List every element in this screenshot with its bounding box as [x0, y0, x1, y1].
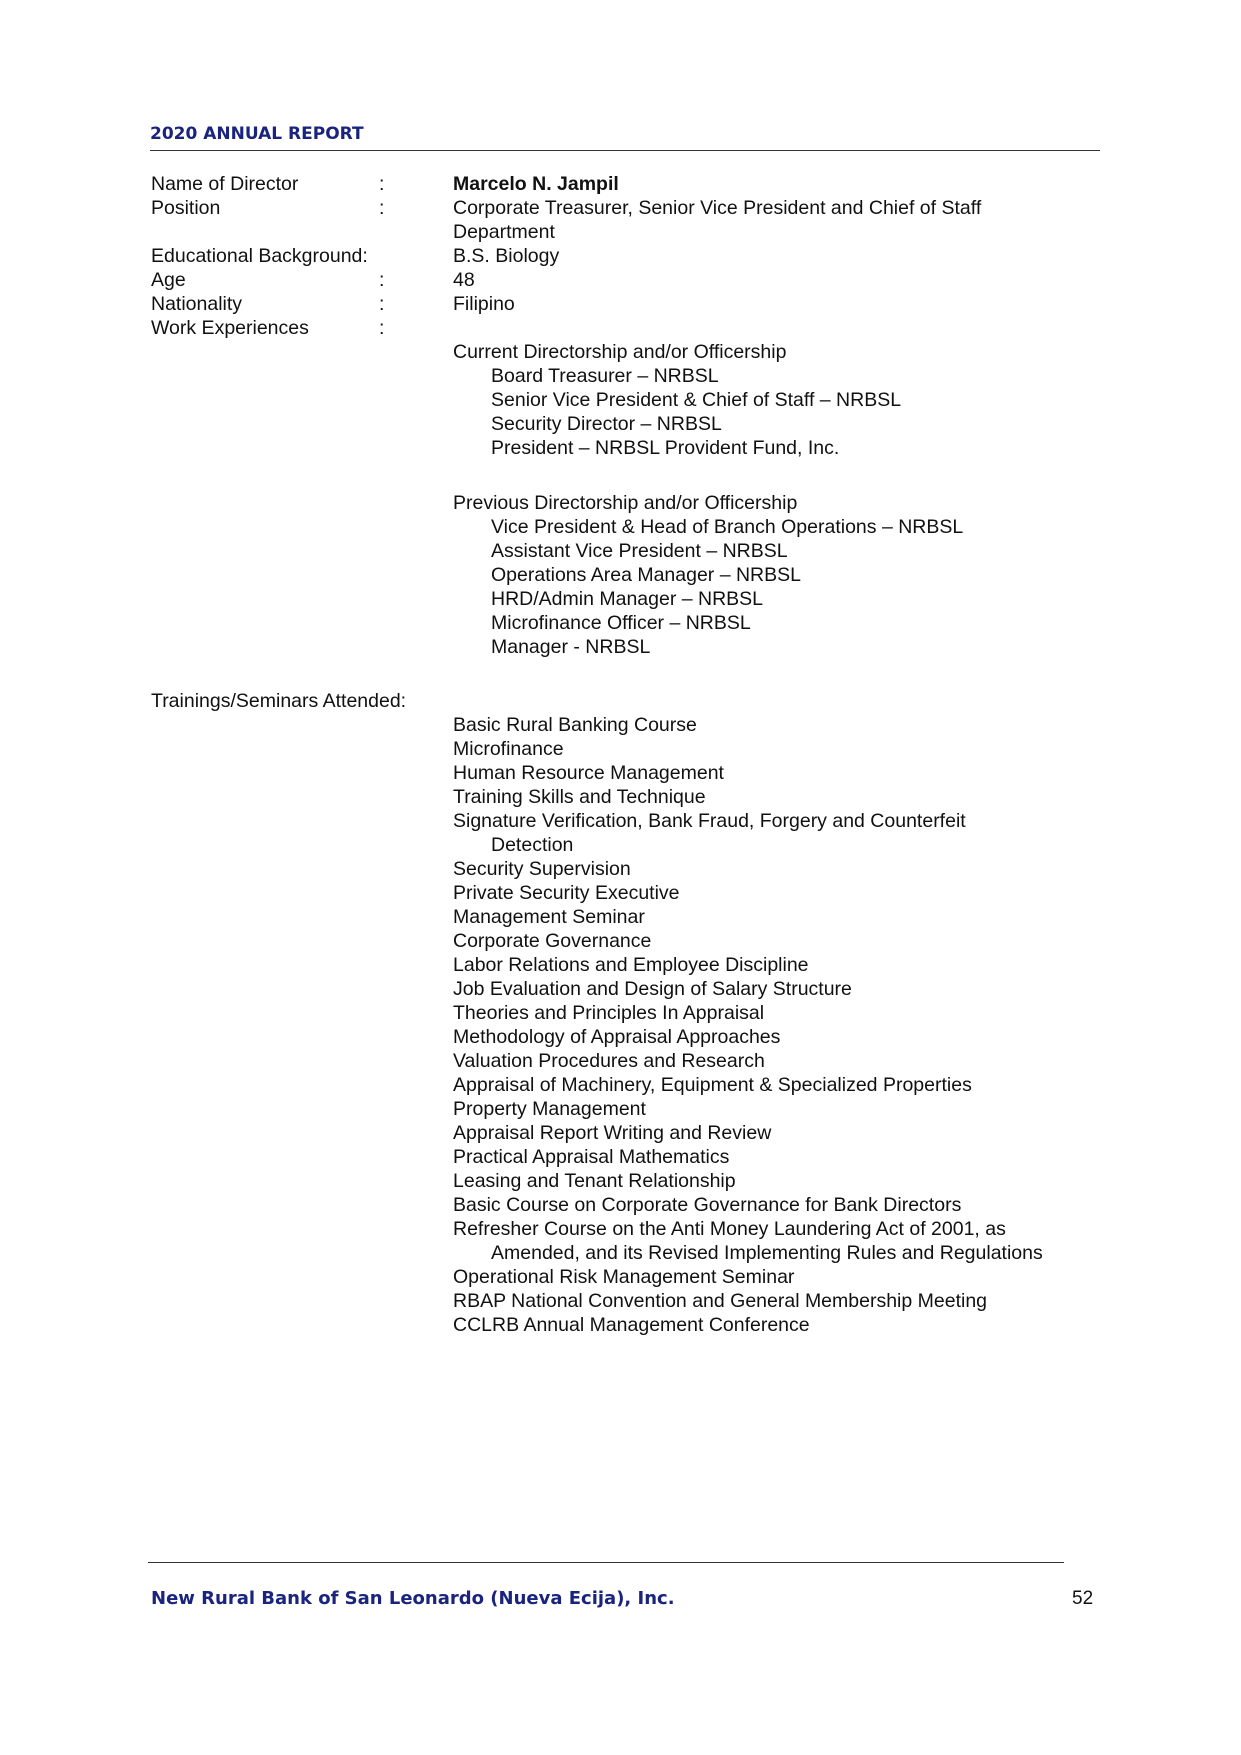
- field-colon: :: [379, 293, 385, 315]
- previous-officership-list: [453, 491, 1111, 659]
- position-value: Corporate Treasurer, Senior Vice President and Chief of Staff Department: [453, 197, 982, 243]
- field-label: Work Experiences: [151, 317, 309, 339]
- list-item: President – NRBSL Provident Fund, Inc.: [491, 437, 840, 459]
- list-item: Corporate Governance: [453, 930, 652, 952]
- field-label: Educational Background:: [151, 245, 368, 267]
- field-label: Position: [151, 197, 221, 219]
- list-item: Security Director – NRBSL: [491, 413, 722, 435]
- footer-bank-name: New Rural Bank of San Leonardo (Nueva Ecija), Inc.: [151, 1588, 675, 1609]
- field-position: [151, 196, 1111, 244]
- list-item: Signature Verification, Bank Fraud, Forgery and Counterfeit: [453, 810, 966, 832]
- spacer: [151, 659, 1111, 689]
- list-item: Job Evaluation and Design of Salary Structure: [453, 978, 852, 1000]
- page-header-title: 2020 ANNUAL REPORT: [150, 124, 364, 144]
- field-label: Nationality: [151, 293, 243, 315]
- list-item: Appraisal Report Writing and Review: [453, 1122, 772, 1144]
- list-item: Senior Vice President & Chief of Staff – NRBSL: [491, 389, 902, 411]
- field-colon: :: [379, 317, 385, 339]
- spacer: [151, 460, 1111, 491]
- list-item: CCLRB Annual Management Conference: [453, 1314, 810, 1336]
- previous-officership-heading: Previous Directorship and/or Officership: [453, 492, 798, 514]
- list-item: Valuation Procedures and Research: [453, 1050, 765, 1072]
- list-item: Manager - NRBSL: [491, 636, 651, 658]
- list-item: Management Seminar: [453, 906, 645, 928]
- list-item: Operations Area Manager – NRBSL: [491, 564, 802, 586]
- field-age: [151, 268, 1111, 292]
- field-name-of-director: [151, 172, 1111, 196]
- field-colon: :: [379, 197, 385, 219]
- field-label: Age: [151, 269, 186, 291]
- trainings-list: [453, 713, 1111, 1337]
- page-number: 52: [1072, 1588, 1094, 1609]
- list-item: Vice President & Head of Branch Operations – NRBSL: [491, 516, 964, 538]
- list-item: Training Skills and Technique: [453, 786, 706, 808]
- header-divider: [150, 150, 1100, 151]
- field-trainings: [151, 689, 1111, 713]
- list-item: Practical Appraisal Mathematics: [453, 1146, 730, 1168]
- list-item: Detection: [491, 834, 574, 856]
- age-value: 48: [453, 269, 475, 291]
- field-colon: :: [379, 173, 385, 195]
- list-item: Basic Course on Corporate Governance for Bank Directors: [453, 1194, 962, 1216]
- list-item: Private Security Executive: [453, 882, 680, 904]
- list-item: RBAP National Convention and General Membership Meeting: [453, 1290, 988, 1312]
- current-officership-list: [453, 340, 1111, 460]
- list-item: Theories and Principles In Appraisal: [453, 1002, 765, 1024]
- field-nationality: [151, 292, 1111, 316]
- current-officership-heading: Current Directorship and/or Officership: [453, 341, 787, 363]
- list-item: Microfinance Officer – NRBSL: [491, 612, 751, 634]
- list-item: Labor Relations and Employee Discipline: [453, 954, 809, 976]
- field-label: Name of Director: [151, 173, 299, 195]
- list-item: Property Management: [453, 1098, 646, 1120]
- footer-divider: [148, 1562, 1064, 1563]
- education-value: B.S. Biology: [453, 245, 560, 267]
- list-item: Basic Rural Banking Course: [453, 714, 697, 736]
- list-item: Leasing and Tenant Relationship: [453, 1170, 736, 1192]
- director-name: Marcelo N. Jampil: [453, 173, 619, 195]
- list-item: Board Treasurer – NRBSL: [491, 365, 719, 387]
- list-item: Refresher Course on the Anti Money Laundering Act of 2001, as: [453, 1218, 1006, 1240]
- list-item: Security Supervision: [453, 858, 631, 880]
- list-item: Microfinance: [453, 738, 564, 760]
- list-item: Human Resource Management: [453, 762, 724, 784]
- list-item: Amended, and its Revised Implementing Rules and Regulations: [491, 1242, 1043, 1264]
- list-item: Operational Risk Management Seminar: [453, 1266, 795, 1288]
- list-item: Appraisal of Machinery, Equipment & Specialized Properties: [453, 1074, 972, 1096]
- list-item: Assistant Vice President – NRBSL: [491, 540, 788, 562]
- field-colon: :: [379, 269, 385, 291]
- field-work-experiences: [151, 316, 1111, 340]
- field-educational-background: [151, 244, 1111, 268]
- list-item: Methodology of Appraisal Approaches: [453, 1026, 781, 1048]
- nationality-value: Filipino: [453, 293, 515, 315]
- list-item: HRD/Admin Manager – NRBSL: [491, 588, 764, 610]
- director-profile: [151, 172, 1111, 1337]
- field-label: Trainings/Seminars Attended:: [151, 690, 407, 712]
